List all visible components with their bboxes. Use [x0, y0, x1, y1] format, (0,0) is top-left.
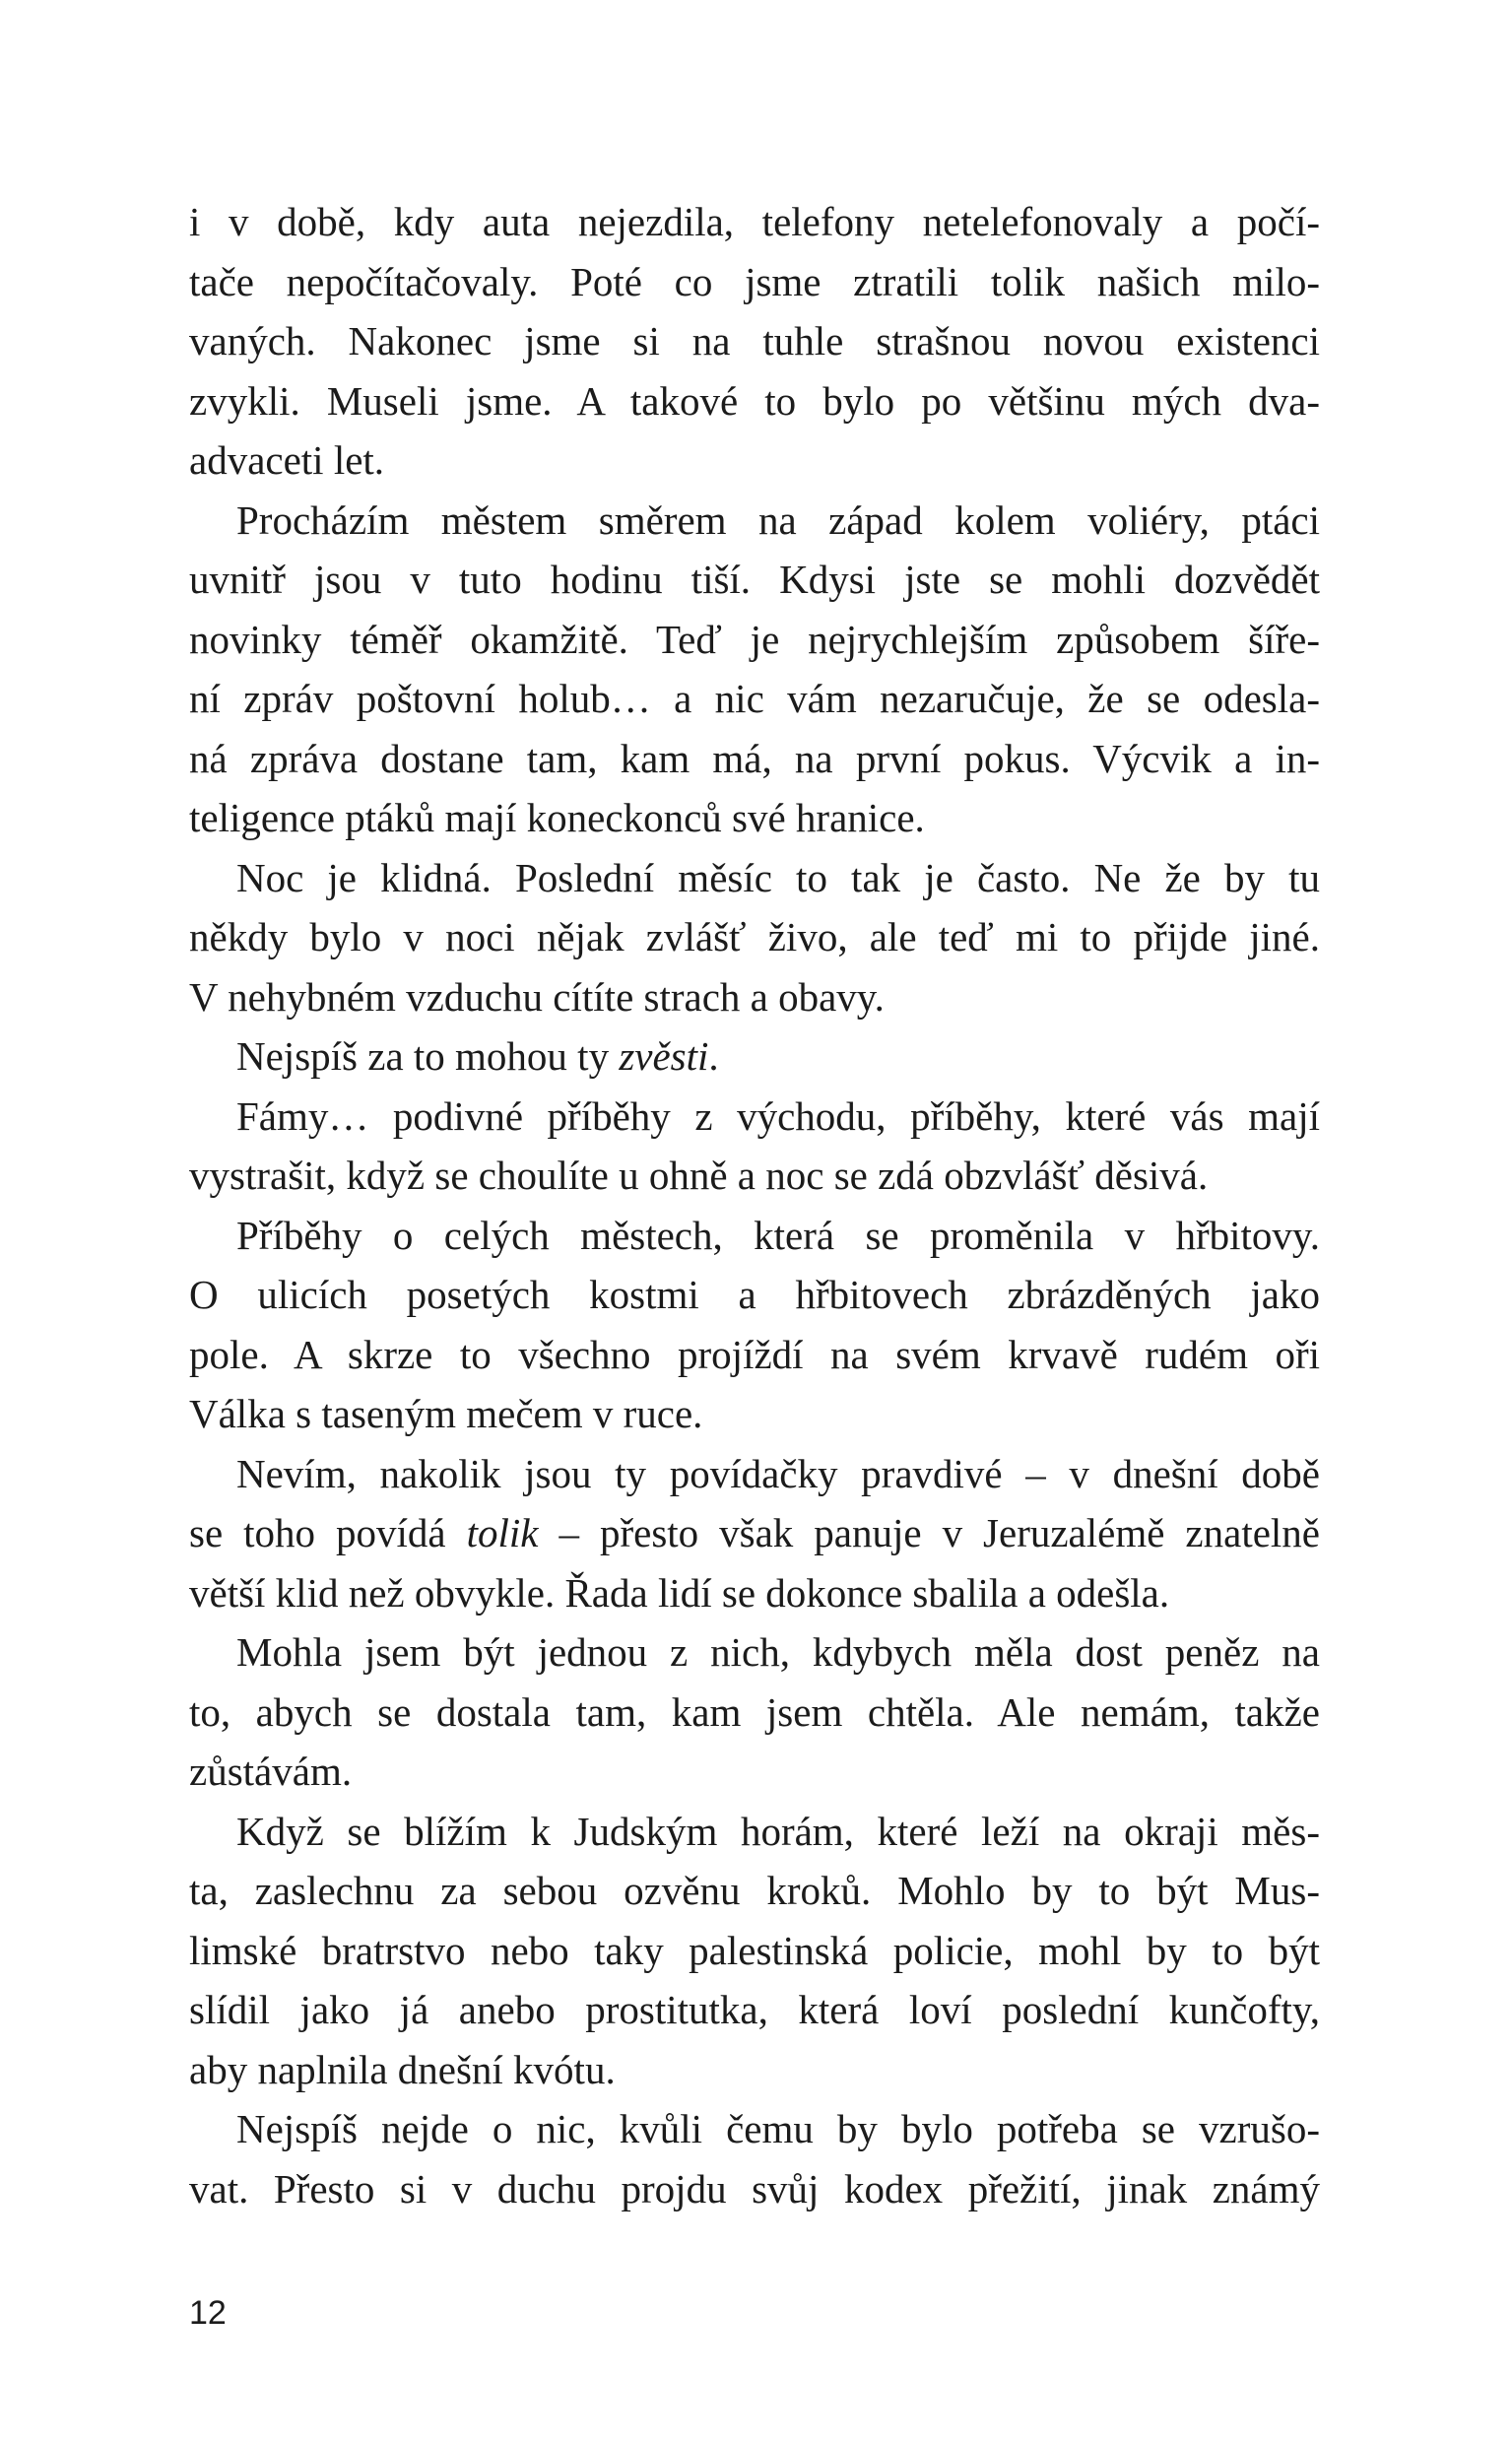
text-segment: advaceti let.	[189, 437, 385, 483]
text-segment: .	[708, 1033, 719, 1079]
text-segment: limské bratrstvo nebo taky palestinská policie, mohl by to být	[189, 1927, 1320, 1973]
text-segment: novinky téměř okamžitě. Teď je nejrychlejším způsobem šíře-	[189, 616, 1320, 662]
text-segment: Když se blížím k Judským horám, které leží na okraji měs-	[236, 1808, 1320, 1854]
text-line	[189, 1265, 1320, 1325]
text-segment: vaných. Nakonec jsme si na tuhle strašnou novou existenci	[189, 318, 1320, 363]
text-line	[189, 1921, 1320, 1981]
text-segment: Válka s taseným mečem v ruce.	[189, 1391, 703, 1436]
italic-text: tolik	[466, 1510, 539, 1555]
text-segment: Nejspíš za to mohou ty	[236, 1033, 620, 1079]
text-line	[189, 788, 1320, 848]
text-line	[189, 907, 1320, 967]
body-text	[189, 192, 1320, 2218]
text-segment: Nevím, nakolik jsou ty povídačky pravdivé – v dnešní době	[236, 1450, 1320, 1496]
text-segment: vat. Přesto si v duchu projdu svůj kodex přežití, jinak známý	[189, 2165, 1320, 2212]
text-segment: i v době, kdy auta nejezdila, telefony netelefonovaly a počí-	[189, 199, 1320, 244]
text-line	[189, 1861, 1320, 1921]
text-line	[189, 1026, 1320, 1087]
text-line	[189, 430, 1320, 491]
text-line	[189, 1563, 1320, 1623]
text-segment: zůstávám.	[189, 1749, 353, 1794]
text-line	[189, 1087, 1320, 1147]
text-segment: O ulicích posetých kostmi a hřbitovech zbrázděných jako	[189, 1272, 1320, 1317]
text-segment: Příběhy o celých městech, která se proměnila v hřbitovy.	[236, 1212, 1320, 1258]
page-number: 12	[189, 2294, 227, 2332]
text-line	[189, 967, 1320, 1027]
text-segment: někdy bylo v noci nějak zvlášť živo, ale teď mi to přijde jiné.	[189, 914, 1320, 959]
text-line	[189, 1206, 1320, 1266]
text-line	[189, 669, 1320, 729]
text-segment: uvnitř jsou v tuto hodinu tiší. Kdysi jste se mohli dozvědět	[189, 557, 1320, 602]
text-segment: větší klid než obvykle. Řada lidí se dokonce sbalila a odešla.	[189, 1569, 1170, 1616]
text-line	[189, 1146, 1320, 1206]
text-segment: ní zpráv poštovní holub… a nic vám nezaručuje, že se odesla-	[189, 676, 1320, 721]
text-segment: vystrašit, když se choulíte u ohně a noc se zdá obzvlášť děsivá.	[189, 1153, 1209, 1198]
text-segment: Fámy… podivné příběhy z východu, příběhy, které vás mají	[236, 1092, 1320, 1139]
text-segment: slídil jako já anebo prostitutka, která loví poslední kunčofty,	[189, 1987, 1320, 2032]
text-segment: Noc je klidná. Poslední měsíc to tak je často. Ne že by tu	[236, 854, 1320, 900]
text-segment: Procházím městem směrem na západ kolem voliéry, ptáci	[236, 496, 1320, 543]
text-segment: ná zpráva dostane tam, kam má, na první pokus. Výcvik a in-	[189, 735, 1320, 781]
text-segment: Mohla jsem být jednou z nich, kdybych měla dost peněz na	[236, 1629, 1320, 1675]
text-line	[189, 2159, 1320, 2219]
text-segment: se toho povídá	[189, 1510, 467, 1555]
text-segment: Nejspíš nejde o nic, kvůli čemu by bylo potřeba se vzrušo-	[236, 2106, 1320, 2151]
text-segment: – přesto však panuje v Jeruzalémě znatelně	[538, 1510, 1320, 1555]
text-line	[189, 1444, 1320, 1504]
text-segment: aby naplnila dnešní kvótu.	[189, 2046, 616, 2092]
text-line	[189, 1384, 1320, 1444]
text-segment: to, abych se dostala tam, kam jsem chtěla. Ale nemám, takže	[189, 1688, 1320, 1735]
text-line	[189, 1622, 1320, 1683]
text-line	[189, 610, 1320, 670]
text-segment: teligence ptáků mají koneckonců své hranice.	[189, 795, 925, 840]
text-segment: V nehybném vzduchu cítíte strach a obavy.	[189, 973, 885, 1020]
text-line	[189, 1802, 1320, 1862]
text-line	[189, 1742, 1320, 1802]
text-line	[189, 311, 1320, 371]
italic-text: zvěsti	[619, 1033, 709, 1079]
text-line	[189, 2099, 1320, 2159]
text-line	[189, 729, 1320, 789]
text-segment: zvykli. Museli jsme. A takové to bylo po většinu mých dva-	[189, 377, 1320, 424]
text-line	[189, 1503, 1320, 1563]
text-line	[189, 1683, 1320, 1743]
text-segment: pole. A skrze to všechno projíždí na svém krvavě rudém oři	[189, 1331, 1320, 1377]
text-segment: tače nepočítačovaly. Poté co jsme ztratili tolik našich milo-	[189, 258, 1320, 304]
text-line	[189, 848, 1320, 908]
text-line	[189, 371, 1320, 431]
text-line	[189, 1980, 1320, 2040]
text-line	[189, 491, 1320, 551]
text-line	[189, 1325, 1320, 1385]
text-line	[189, 192, 1320, 252]
text-segment: ta, zaslechnu za sebou ozvěnu kroků. Mohlo by to být Mus-	[189, 1868, 1320, 1913]
text-line	[189, 2040, 1320, 2100]
text-line	[189, 252, 1320, 312]
text-line	[189, 550, 1320, 610]
